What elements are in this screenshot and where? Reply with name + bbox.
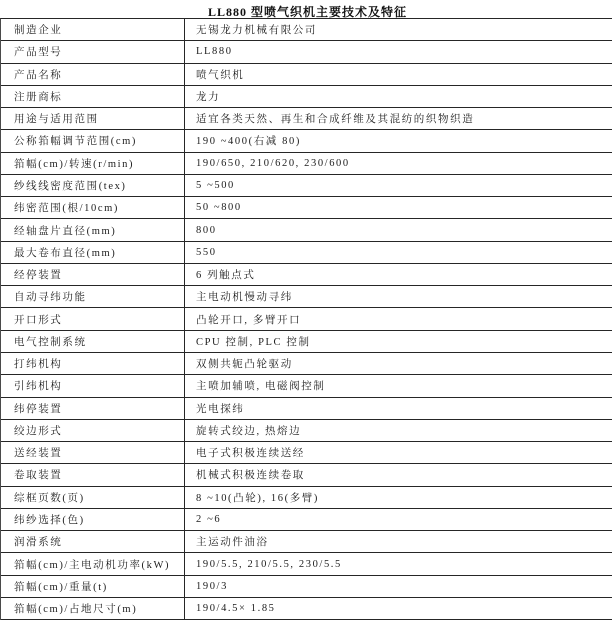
spec-label: 制造企业	[1, 19, 185, 40]
spec-value: 主电动机慢动寻纬	[196, 292, 293, 304]
table-row	[1, 286, 612, 308]
spec-label: 经轴盘片直径(mm)	[1, 219, 185, 240]
spec-value: 龙力	[196, 91, 221, 103]
spec-value: LL880	[196, 46, 233, 58]
table-row	[1, 197, 612, 219]
spec-label: 润滑系统	[1, 531, 185, 552]
table-row	[1, 242, 612, 264]
spec-value: 主喷加辅喷, 电磁阀控制	[196, 381, 326, 393]
spec-label: 卷取装置	[1, 464, 185, 485]
spec-value: 190/650, 210/620, 230/600	[196, 157, 350, 169]
table-row	[1, 86, 612, 108]
spec-value: 凸轮开口, 多臂开口	[196, 314, 302, 326]
spec-value: 190/3	[196, 580, 228, 592]
spec-label: 打纬机构	[1, 353, 185, 374]
table-row	[1, 598, 612, 620]
table-row	[1, 64, 612, 86]
table-row	[1, 353, 612, 375]
table-row	[1, 464, 612, 486]
spec-label: 产品型号	[1, 41, 185, 62]
table-row	[1, 308, 612, 330]
spec-value: 双侧共轭凸轮驱动	[196, 359, 293, 371]
table-row	[1, 153, 612, 175]
spec-label: 纬纱选择(色)	[1, 509, 185, 530]
spec-value: CPU 控制, PLC 控制	[196, 336, 311, 348]
spec-value: 190/4.5× 1.85	[196, 603, 276, 615]
table-row	[1, 19, 612, 41]
spec-label: 产品名称	[1, 64, 185, 85]
spec-label: 筘幅(cm)/重量(t)	[1, 576, 185, 597]
spec-label: 注册商标	[1, 86, 185, 107]
spec-value: 8 ~10(凸轮), 16(多臂)	[196, 492, 319, 504]
table-row	[1, 576, 612, 598]
spec-label: 纬密范围(根/10cm)	[1, 197, 185, 218]
spec-value: 电子式积极连续送经	[196, 448, 305, 460]
table-row	[1, 398, 612, 420]
spec-label: 纬停装置	[1, 398, 185, 419]
spec-label: 综框页数(页)	[1, 487, 185, 508]
spec-value: 主运动件油浴	[196, 537, 269, 549]
spec-value: 550	[196, 246, 217, 258]
table-row	[1, 442, 612, 464]
spec-label: 筘幅(cm)/转速(r/min)	[1, 153, 185, 174]
table-row	[1, 331, 612, 353]
table-row	[1, 108, 612, 130]
spec-label: 经停装置	[1, 264, 185, 285]
spec-value: 适宜各类天然、再生和合成纤维及其混纺的织物织造	[196, 114, 475, 126]
spec-label: 开口形式	[1, 308, 185, 329]
table-row	[1, 531, 612, 553]
table-row	[1, 487, 612, 509]
table-row	[1, 375, 612, 397]
table-row	[1, 219, 612, 241]
spec-table	[0, 18, 612, 620]
spec-value: 50 ~800	[196, 202, 242, 214]
spec-label: 筘幅(cm)/主电动机功率(kW)	[1, 553, 185, 574]
spec-value: 6 列触点式	[196, 270, 256, 282]
spec-value: 5 ~500	[196, 179, 235, 191]
table-row	[1, 130, 612, 152]
spec-value: 机械式积极连续卷取	[196, 470, 305, 482]
spec-label: 自动寻纬功能	[1, 286, 185, 307]
spec-value: 旋转式绞边, 热熔边	[196, 425, 302, 437]
spec-value: 喷气织机	[196, 69, 245, 81]
table-row	[1, 41, 612, 63]
spec-label: 筘幅(cm)/占地尺寸(m)	[1, 598, 185, 619]
spec-label: 电气控制系统	[1, 331, 185, 352]
spec-value: 190 ~400(右减 80)	[196, 136, 301, 148]
table-row	[1, 264, 612, 286]
table-row	[1, 420, 612, 442]
spec-value: 光电探纬	[196, 403, 245, 415]
spec-value: 2 ~6	[196, 513, 222, 525]
spec-label: 用途与适用范围	[1, 108, 185, 129]
spec-label: 纱线线密度范围(tex)	[1, 175, 185, 196]
table-row	[1, 175, 612, 197]
spec-label: 绞边形式	[1, 420, 185, 441]
spec-value: 无锡龙力机械有限公司	[196, 25, 317, 37]
table-row	[1, 553, 612, 575]
table-row	[1, 509, 612, 531]
spec-label: 最大卷布直径(mm)	[1, 242, 185, 263]
spec-label: 送经装置	[1, 442, 185, 463]
spec-value: 800	[196, 224, 217, 236]
spec-label: 引纬机构	[1, 375, 185, 396]
spec-value: 190/5.5, 210/5.5, 230/5.5	[196, 558, 342, 570]
page-title: LL880 型喷气织机主要技术及特征	[207, 5, 407, 19]
spec-label: 公称筘幅调节范围(cm)	[1, 130, 185, 151]
